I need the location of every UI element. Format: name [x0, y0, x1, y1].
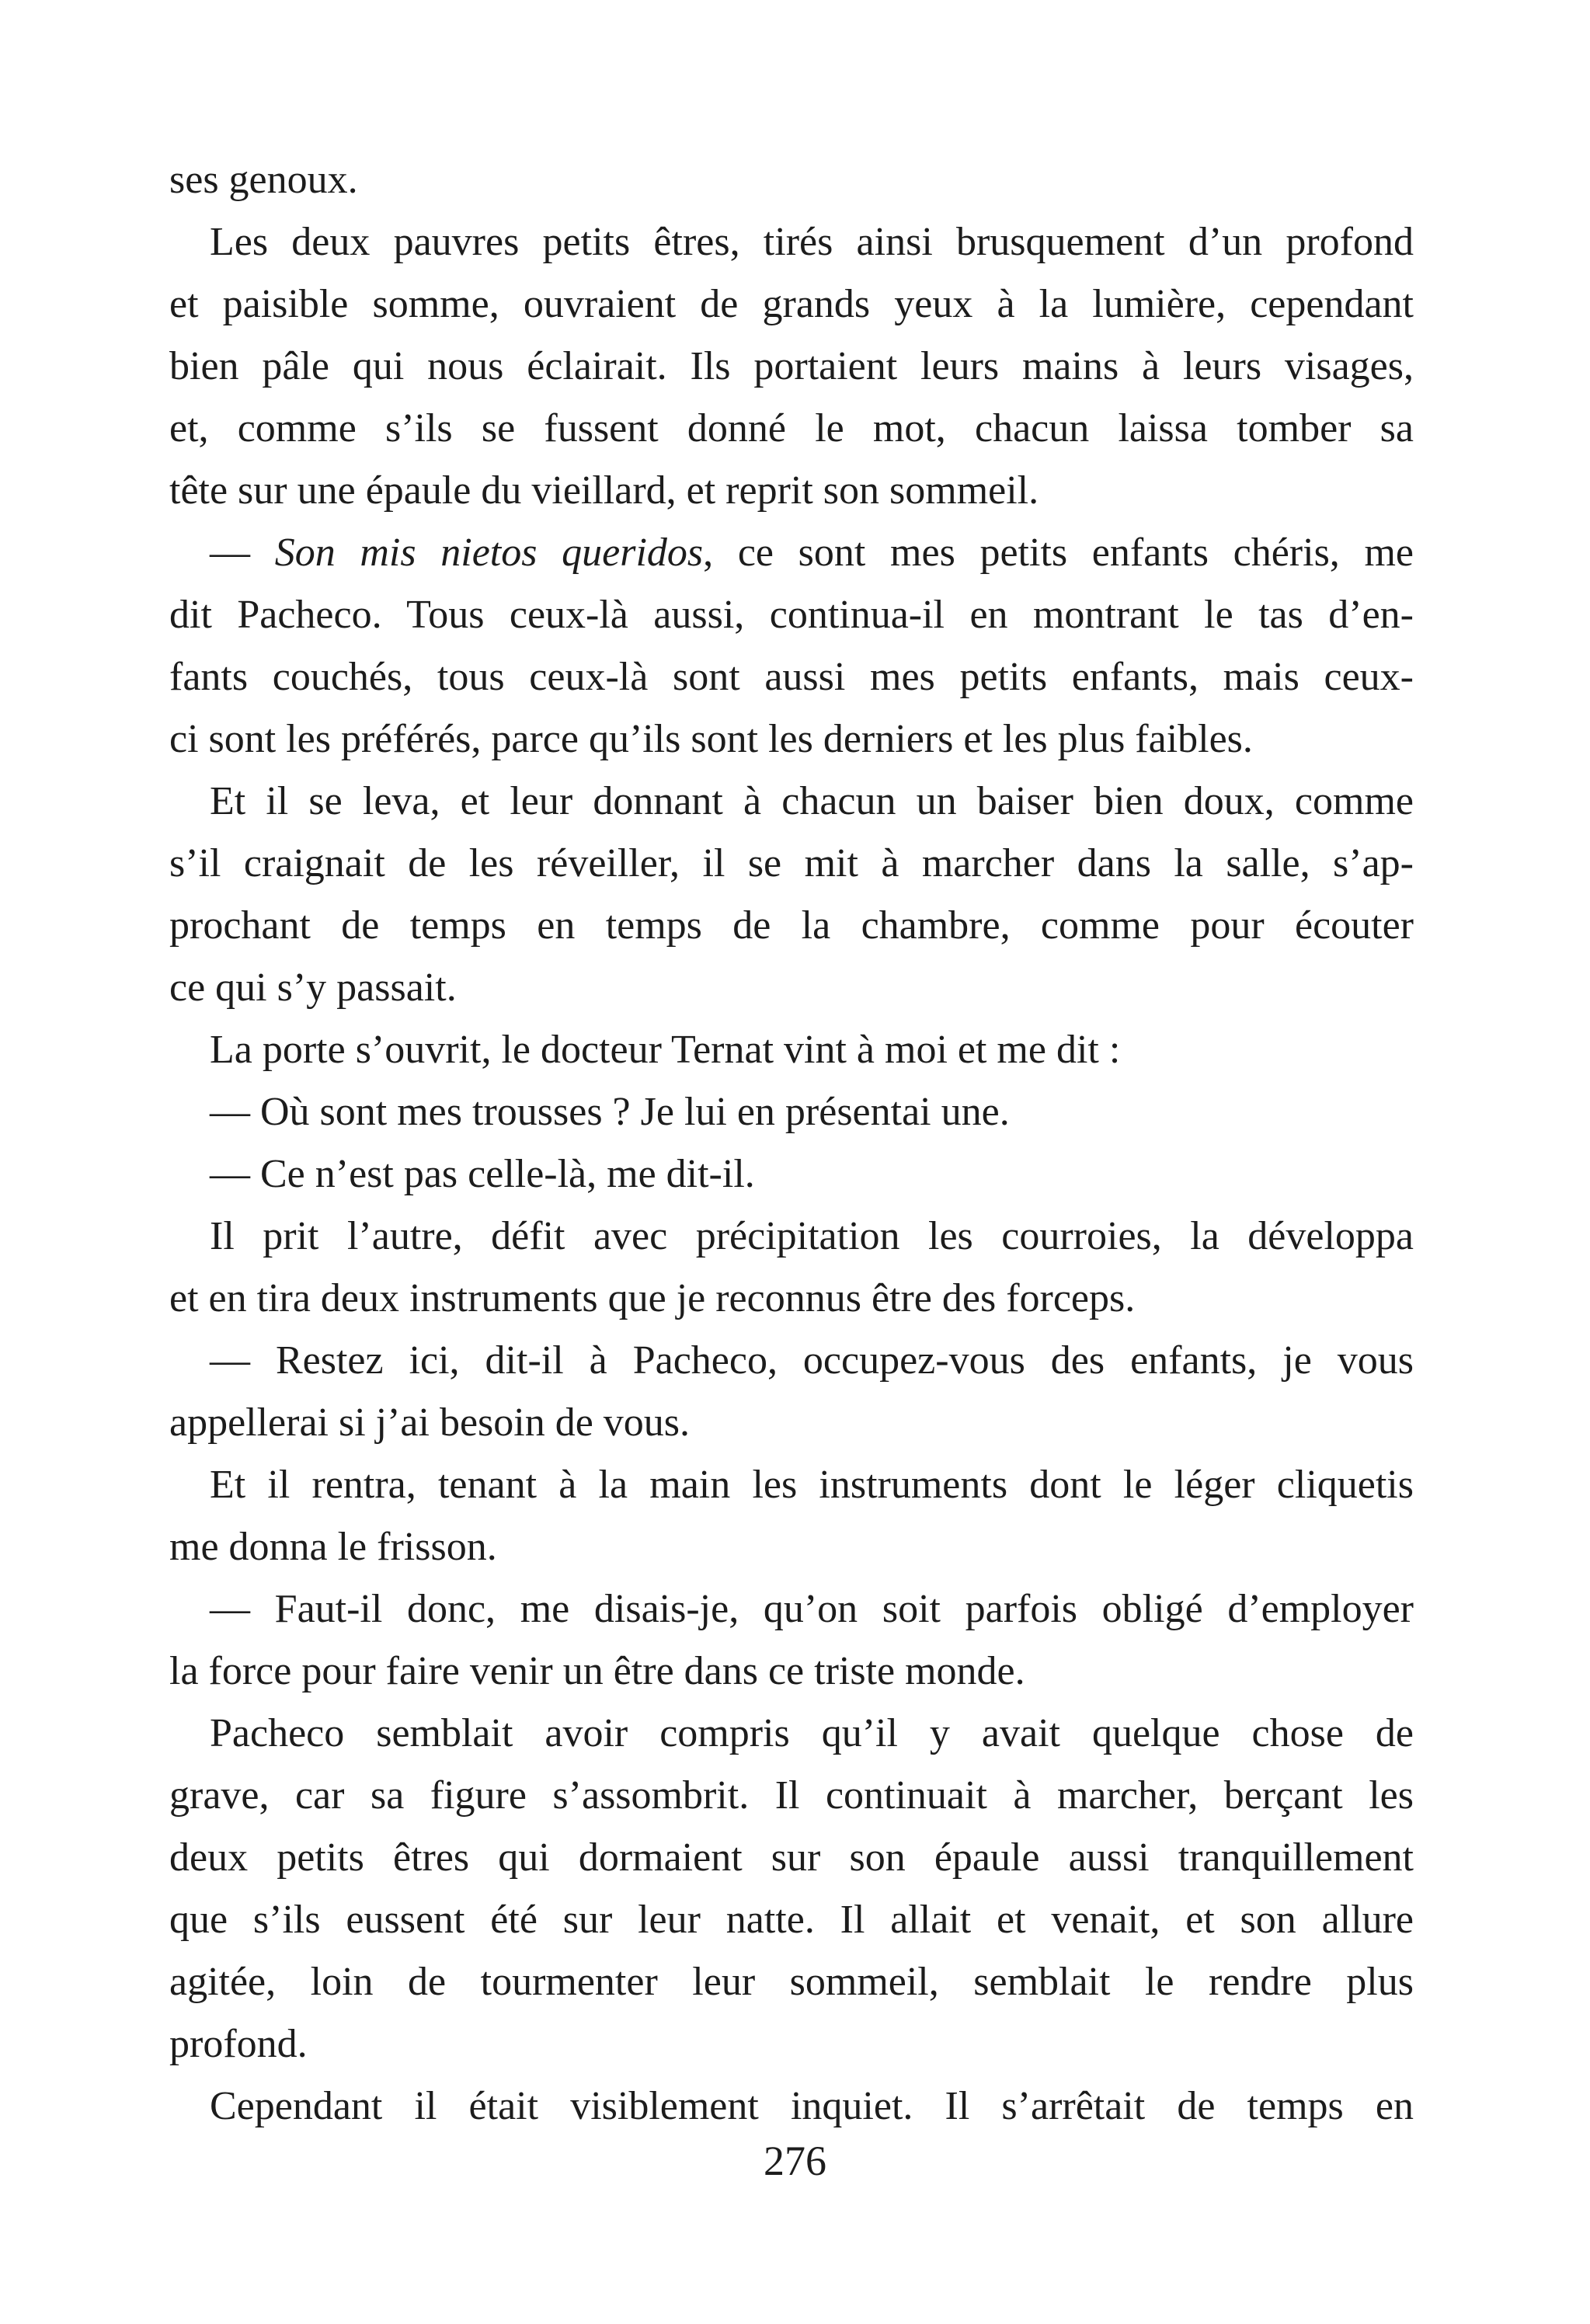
text-segment: — Où sont mes trousses ? Je lui en présentai une.: [210, 1090, 1010, 1134]
page-number: 276: [764, 2138, 826, 2184]
text-line: [169, 460, 1414, 522]
text-line: [169, 1951, 1414, 2013]
text-line: [169, 895, 1414, 957]
text-segment: — Restez ici, dit-il à Pacheco, occupez-vous des enfants, je vous: [210, 1338, 1414, 1383]
text-line: [169, 336, 1414, 398]
text-line: [169, 708, 1414, 771]
text-segment: ci sont les préférés, parce qu’ils sont les derniers et les plus faibles.: [169, 717, 1253, 761]
text-segment: la force pour faire venir un être dans ce triste monde.: [169, 1649, 1025, 1693]
text-line: [169, 1268, 1414, 1330]
text-line: [169, 1703, 1414, 1765]
text-line: [169, 1640, 1414, 1703]
text-segment: Et il se leva, et leur donnant à chacun un baiser bien doux, comme: [210, 779, 1414, 823]
text-segment: grave, car sa figure s’assombrit. Il continuait à marcher, berçant les: [169, 1773, 1414, 1818]
text-line: [169, 646, 1414, 708]
text-line: [169, 1578, 1414, 1640]
text-line: [169, 1143, 1414, 1205]
text-segment: me donna le frisson.: [169, 1525, 497, 1569]
text-line: [169, 522, 1414, 584]
text-line: [169, 1081, 1414, 1143]
text-segment: ce qui s’y passait.: [169, 965, 457, 1010]
text-segment: Et il rentra, tenant à la main les instruments dont le léger cliquetis: [210, 1463, 1414, 1507]
text-line: [169, 1827, 1414, 1889]
text-segment: dit Pacheco. Tous ceux-là aussi, continua-il en montrant le tas d’en-: [169, 593, 1414, 637]
text-segment: ses genoux.: [169, 158, 358, 202]
text-segment: deux petits êtres qui dormaient sur son épaule aussi tranquillement: [169, 1835, 1414, 1880]
text-segment: — Ce n’est pas celle-là, me dit-il.: [210, 1152, 755, 1196]
text-segment: agitée, loin de tourmenter leur sommeil, semblait le rendre plus: [169, 1960, 1414, 2004]
text-line: [169, 2013, 1414, 2075]
text-line: [169, 957, 1414, 1019]
body-text: [169, 149, 1414, 2138]
text-line: [169, 1454, 1414, 1516]
text-segment: et, comme s’ils se fussent donné le mot, chacun laissa tomber sa: [169, 406, 1414, 451]
text-segment: et paisible somme, ouvraient de grands yeux à la lumière, cependant: [169, 282, 1414, 326]
text-segment: — Faut-il donc, me disais-je, qu’on soit parfois obligé d’employer: [210, 1587, 1414, 1631]
text-line: [169, 273, 1414, 336]
text-segment: Il prit l’autre, défit avec précipitation les courroies, la développa: [210, 1214, 1414, 1258]
text-line: [169, 1889, 1414, 1951]
text-segment: et en tira deux instruments que je reconnus être des forceps.: [169, 1276, 1136, 1320]
text-segment: s’il craignait de les réveiller, il se mit à marcher dans la salle, s’ap-: [169, 841, 1414, 885]
text-line: [169, 584, 1414, 646]
text-line: [169, 149, 1414, 211]
text-segment: profond.: [169, 2022, 308, 2066]
text-segment: fants couchés, tous ceux-là sont aussi mes petits enfants, mais ceux-: [169, 655, 1414, 699]
text-line: [169, 1019, 1414, 1081]
text-segment: que s’ils eussent été sur leur natte. Il allait et venait, et son allure: [169, 1898, 1414, 1942]
text-segment: Cependant il était visiblement inquiet. Il s’arrêtait de temps en: [210, 2084, 1414, 2128]
text-line: [169, 1205, 1414, 1268]
text-segment: —: [210, 531, 275, 575]
text-line: [169, 398, 1414, 460]
text-line: [169, 833, 1414, 895]
text-segment: La porte s’ouvrit, le docteur Ternat vint à moi et me dit :: [210, 1028, 1121, 1072]
text-line: [169, 1765, 1414, 1827]
text-line: [169, 1516, 1414, 1578]
text-segment: Pacheco semblait avoir compris qu’il y avait quelque chose de: [210, 1711, 1414, 1755]
text-line: [169, 211, 1414, 273]
text-line: [169, 1330, 1414, 1392]
text-segment: prochant de temps en temps de la chambre, comme pour écouter: [169, 903, 1414, 948]
italic-phrase: Son mis nietos queridos: [274, 531, 704, 575]
text-segment: Les deux pauvres petits êtres, tirés ainsi brusquement d’un profond: [210, 220, 1414, 264]
text-segment: , ce sont mes petits enfants chéris, me: [703, 531, 1414, 575]
text-line: [169, 2075, 1414, 2138]
text-line: [169, 771, 1414, 833]
text-segment: appellerai si j’ai besoin de vous.: [169, 1400, 691, 1445]
text-segment: bien pâle qui nous éclairait. Ils portaient leurs mains à leurs visages,: [169, 344, 1414, 388]
text-segment: tête sur une épaule du vieillard, et reprit son sommeil.: [169, 468, 1039, 513]
text-line: [169, 1392, 1414, 1454]
